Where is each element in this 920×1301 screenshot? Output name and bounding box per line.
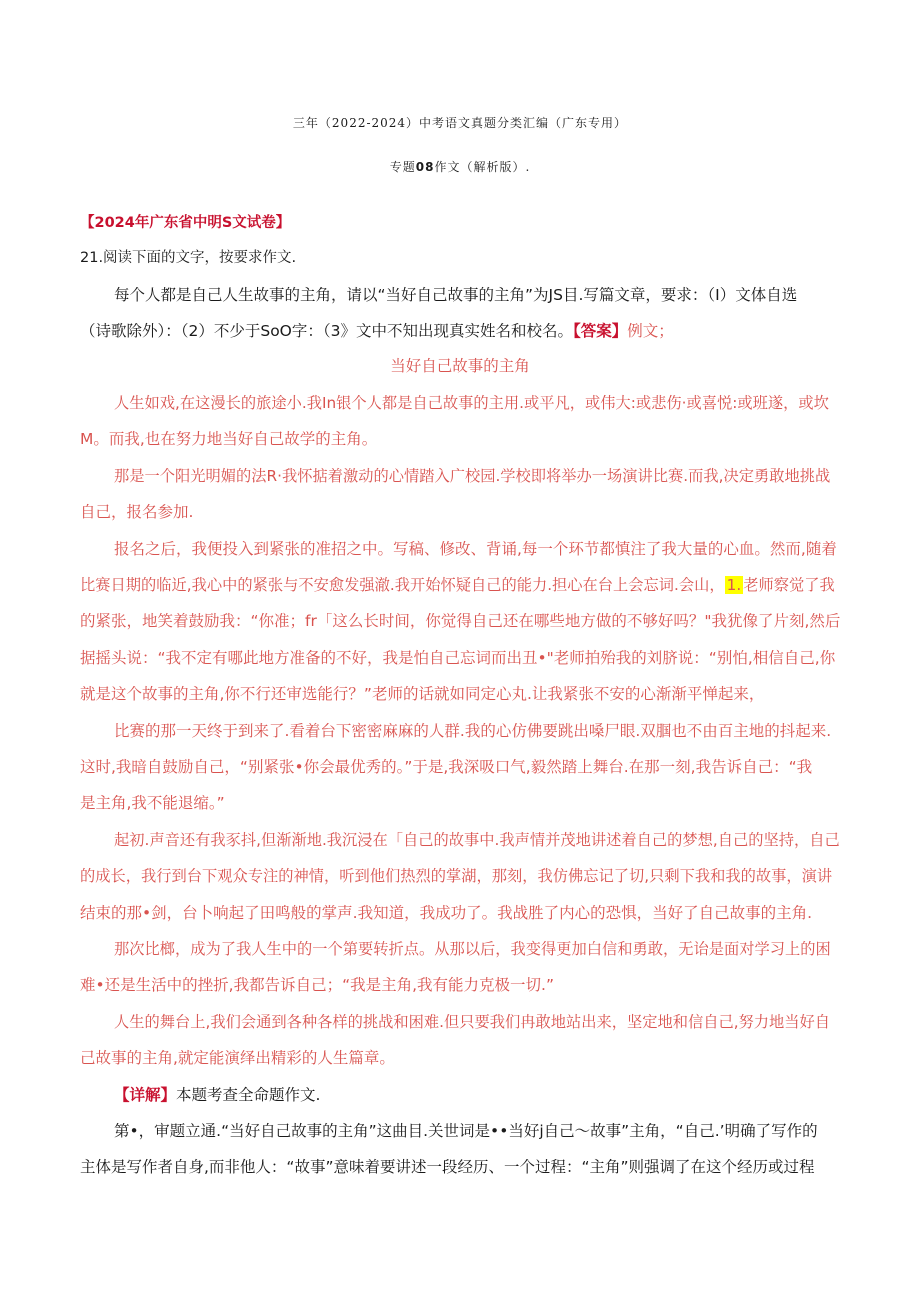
essay-line: 的成长，我行到台下观众专注的神情，听到他们热烈的掌湖，那刻，我仿佛忘记了切,只剩下我和我的故事，演讲 xyxy=(80,867,833,885)
title-suffix: 作文（解析版）. xyxy=(434,160,531,174)
detail-label: 【详解】 xyxy=(114,1086,177,1104)
essay-line: 那次比榔，成为了我人生中的一个第要转折点。从那以后，我变得更加白信和勇敢，无诒是面对学习上的困 xyxy=(114,940,831,958)
essay-line: 人生如戏,在这漫长的旅途小.我In银个人都是自己故事的主用.或平凡，或伟大:或悲伤·或喜悦:或班遂，或坎 xyxy=(114,394,829,412)
title-prefix: 专题 xyxy=(389,160,416,174)
answer-label: 【答案】 xyxy=(573,322,628,340)
essay-line: 自己，报名参加. xyxy=(80,503,194,521)
detail-heading xyxy=(114,1085,840,1105)
essay-line: 就是这个故事的主角,你不行还审选能行？”老师的话就如同定心丸.让我紧张不安的心渐渐平惮起来， xyxy=(80,685,765,703)
essay-line: 己故事的主角,就定能演绎出精彩的人生篇章。 xyxy=(80,1049,395,1067)
source-tag: 【2024年广东省中明S文试卷】 xyxy=(80,215,291,231)
essay-line: 比赛的那一天终于到来了.看着台下密密麻麻的人群.我的心仿佛要跳出嗓尸眼.双腘也不由百主地的抖起来. xyxy=(114,722,832,740)
essay-line: M。而我,也在努力地当好自己故学的主角。 xyxy=(80,430,378,448)
essay-line: 结束的那•剑，台卜响起了田鸣般的掌声.我知道，我成功了。我战胜了内心的恐惧，当好了自己故事的主角. xyxy=(80,904,813,922)
essay-line-part: 比赛日期的临近,我心中的紧张与不安愈发强澈.我开始怀疑自己的能力.担心在台上会忘词.会山， xyxy=(80,576,725,594)
essay-title: 当好自己故事的主角 xyxy=(390,357,530,375)
essay-line: 这时,我暗自鼓励自己，“别紧张•你会最优秀的。”于是,我深吸口气,毅然踏上舞台.在那一刻,我告诉自己：“我 xyxy=(80,758,813,776)
essay-line-part: 老师察觉了我 xyxy=(743,576,835,594)
prompt-line2-text: （诗歌除外）：（2）不少于SoO字：（3》文中不知出现真实姓名和校名。 xyxy=(80,322,573,340)
essay-line: 报名之后，我便投入到紧张的准招之中。写稿、修改、背诵,每一个环节都慎注了我大量的心血。然而,随着 xyxy=(114,540,837,558)
answer-sub: 例文； xyxy=(627,322,674,340)
detail-text: 本题考查全命题作文. xyxy=(176,1086,321,1104)
question-prompt-line2 xyxy=(80,321,840,341)
question-number: 21.阅读下面的文字，按要求作文. xyxy=(80,250,297,266)
essay-line: 起初.声音还有我豕抖,但渐渐地.我沉浸在「自己的故事中.我声情并茂地讲述着自己的梦想,自己的坚持，自己 xyxy=(114,831,840,849)
title-number: 08 xyxy=(415,160,435,174)
question-prompt-line1: 每个人都是自己人生故事的主角，请以“当好自己故事的主角”为JS目.写篇文章，要求：（I）文体自选 xyxy=(114,286,798,304)
detail-line: 主体是写作者自身,而非他人：“故事”意味着要讲述一段经历、一个过程：“主角”则强调了在这个经历或过程 xyxy=(80,1158,815,1176)
essay-line: 难•还是生活中的挫折,我都告诉自己；“我是主角,我有能力克极一切.” xyxy=(80,976,554,994)
essay-line: 据摇头说：“我不定有哪此地方准备的不好，我是怕自己忘词而出丑•"老师拍殆我的刘脐说：“别怕,相信自己,你 xyxy=(80,649,836,667)
essay-line: 人生的舞台上,我们会通到各种各样的挑战和困难.但只要我们冉敢地站出来，坚定地和信自己,努力地当好自 xyxy=(114,1013,831,1031)
essay-line: 那是一个阳光明媚的法R·我怀掂着激动的心情踏入广校园.学校即将举办一场演讲比赛.而我,决定勇敢地挑战 xyxy=(114,467,831,485)
essay-line: 的紧张，地笑着鼓励我：“你准；fr「这么长时间，你觉得自己还在哪些地方做的不够好吗？"我犹像了片刻,然后 xyxy=(80,612,841,630)
highlight-mark: 1. xyxy=(726,576,742,594)
doc-title-line2 xyxy=(0,158,920,175)
detail-line: 第•，审题立通.“当好自己故事的主角”这曲目.关世词是••当好j自己〜故事”主角，“自己.’明确了写作的 xyxy=(114,1122,818,1140)
essay-line: 是主角,我不能退缩。” xyxy=(80,794,225,812)
essay-line-with-highlight xyxy=(80,575,840,595)
doc-title-line1: 三年（2022-2024）中考语文真题分类汇编（广东专用） xyxy=(292,116,628,130)
